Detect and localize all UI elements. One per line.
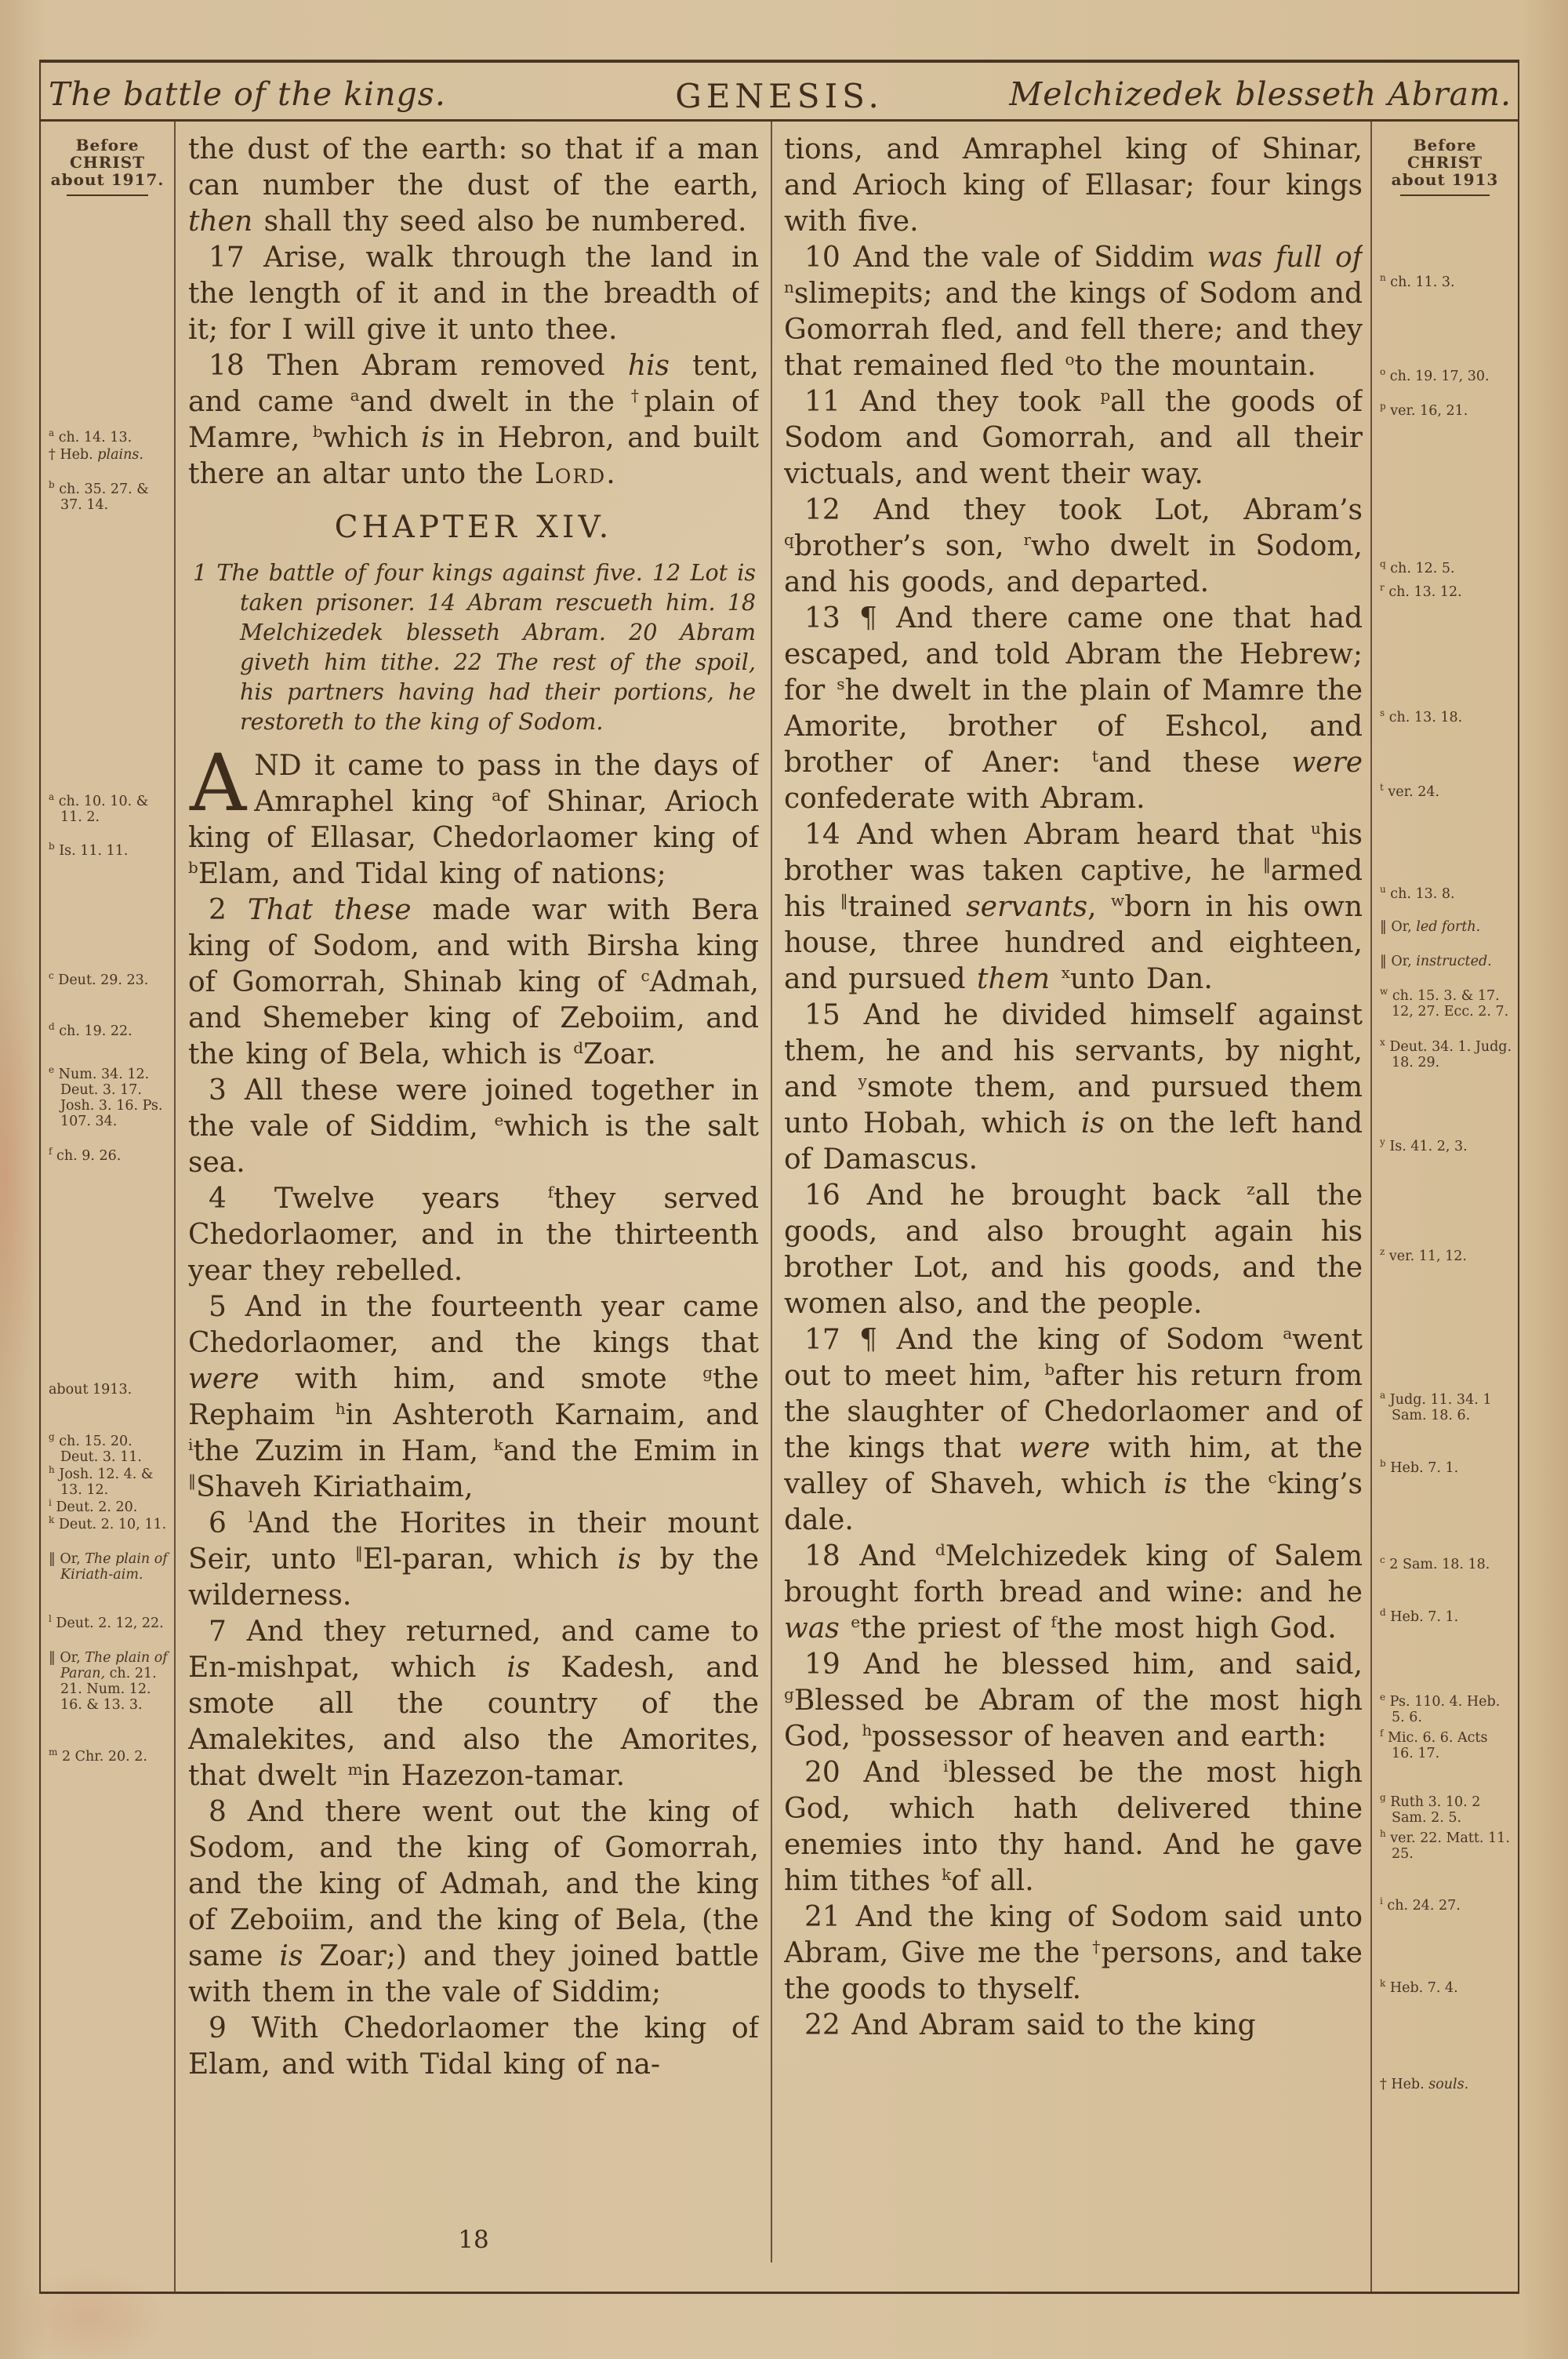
before-christ-date-heading: CHRIST bbox=[69, 153, 146, 172]
verse-paragraph: 3 All these were joined together in the vale of Siddim, $^e$which is the salt sea. bbox=[188, 1074, 759, 1179]
running-head-right: Melchizedek blesseth Abram. bbox=[1009, 75, 1512, 113]
continuation-paragraph: tions, and Amraphel king of Shinar, and Arioch king of Ellasar; four kings with five. bbox=[784, 133, 1363, 238]
margin-note: $^c$ 2 Sam. 18. 18. bbox=[1380, 1554, 1490, 1572]
left-margin-divider-rule bbox=[174, 122, 176, 2292]
before-christ-date-heading: about 1913 bbox=[1391, 170, 1499, 189]
verse-paragraph: 11 And they took $^p$all the goods of Sodom and Gomorrah, and all their victuals, and went their way. bbox=[784, 386, 1363, 490]
margin-note: $^s$ ch. 13. 18. bbox=[1380, 707, 1463, 725]
before-christ-date-heading: Before bbox=[1413, 136, 1477, 154]
right-frame-rule bbox=[1518, 60, 1519, 2294]
bottom-frame-rule bbox=[39, 2292, 1519, 2294]
margin-note: $^g$ ch. 15. 20. Deut. 3. 11. bbox=[49, 1431, 142, 1465]
verse-paragraph: 5 And in the fourteenth year came Chedorlaomer, and the kings that were with him, and smote $^g$the Rephaim $^h$in Ashteroth Karnaim, and $^i$the Zuzim in Ham, $^k$and the Emim in ‖Shaveh Kiriathaim, bbox=[188, 1291, 759, 1503]
margin-note: $^t$ ver. 24. bbox=[1380, 782, 1440, 800]
margin-note: ‖ Or, instructed. bbox=[1380, 954, 1492, 969]
margin-note: $^d$ Heb. 7. 1. bbox=[1380, 1607, 1459, 1625]
top-frame-rule bbox=[39, 60, 1519, 63]
margin-note: $^c$ Deut. 29. 23. bbox=[49, 970, 149, 988]
margin-note: $^a$ Judg. 11. 34. 1 Sam. 18. 6. bbox=[1380, 1390, 1492, 1423]
margin-note: $^b$ ch. 35. 27. & 37. 14. bbox=[49, 479, 149, 513]
margin-note: $^i$ ch. 24. 27. bbox=[1380, 1896, 1461, 1914]
margin-note: $^n$ ch. 11. 3. bbox=[1380, 272, 1455, 290]
margin-note: $^r$ ch. 13. 12. bbox=[1380, 582, 1462, 600]
runhead-underline-rule bbox=[39, 119, 1519, 122]
margin-note: † Heb. souls. bbox=[1380, 2077, 1469, 2092]
chapter-heading: CHAPTER XIV. bbox=[334, 510, 613, 545]
margin-note: $^k$ Heb. 7. 4. bbox=[1380, 1978, 1458, 1996]
margin-note: $^z$ ver. 11, 12. bbox=[1380, 1246, 1467, 1264]
before-christ-date-heading: about 1917. bbox=[50, 170, 165, 189]
margin-note: $^h$ ver. 22. Matt. 11. 25. bbox=[1380, 1828, 1510, 1862]
before-christ-date-heading: CHRIST bbox=[1406, 153, 1483, 172]
margin-note: $^b$ Is. 11. 11. bbox=[49, 841, 129, 859]
verse-paragraph: AND it came to pass in the days of Amraphel king $^a$of Shinar, Arioch king of Ellasar, Chedorlaomer king of $^b$Elam, and Tidal king of nations; bbox=[188, 737, 759, 890]
margin-note: $^a$ ch. 14. 13. bbox=[49, 427, 132, 445]
margin-note: † Heb. plains. bbox=[49, 447, 143, 463]
verse-paragraph: 17 Arise, walk through the land in the length of it and in the breadth of it; for I will give it unto thee. bbox=[188, 242, 759, 346]
right-margin-column bbox=[1375, 125, 1515, 2290]
margin-note: $^i$ Deut. 2. 20. bbox=[49, 1497, 138, 1515]
margin-note: $^o$ ch. 19. 17, 30. bbox=[1380, 366, 1490, 384]
left-text-column bbox=[188, 132, 759, 2241]
verse-paragraph: 17 ¶ And the king of Sodom $^a$went out to meet him, $^b$after his return from the slaughter of Chedorlaomer and of the kings that were with him, at the valley of Shaveh, which is the $^c$king’s dale. bbox=[784, 1324, 1363, 1536]
margin-note: $^p$ ver. 16, 21. bbox=[1380, 401, 1468, 419]
margin-note: $^f$ ch. 9. 26. bbox=[49, 1146, 122, 1164]
center-column-divider-rule bbox=[771, 122, 772, 2263]
verse-paragraph: 9 With Chedorlaomer the king of Elam, and with Tidal king of na- bbox=[188, 2012, 759, 2081]
margin-note: $^f$ Mic. 6. 6. Acts 16. 17. bbox=[1380, 1728, 1488, 1761]
before-christ-date-heading: Before bbox=[75, 136, 140, 154]
verse-paragraph: 18 And $^d$Melchizedek king of Salem brought forth bread and wine: and he was $^e$the priest of $^f$the most high God. bbox=[784, 1540, 1363, 1645]
margin-note: ‖ Or, led forth. bbox=[1380, 919, 1481, 935]
verse-paragraph: 13 ¶ And there came one that had escaped, and told Abram the Hebrew; for $^s$he dwelt in the plain of Mamre the Amorite, brother of Eshcol, and brother of Aner: $^t$and these were confederate with Abram. bbox=[784, 602, 1363, 815]
margin-note: $^w$ ch. 15. 3. & 17. 12, 27. Ecc. 2. 7. bbox=[1380, 986, 1509, 1020]
continuation-paragraph: the dust of the earth: so that if a man can number the dust of the earth, then shall thy seed also be numbered. bbox=[188, 133, 759, 238]
margin-note: $^q$ ch. 12. 5. bbox=[1380, 558, 1455, 576]
right-text-column bbox=[784, 132, 1363, 2241]
verse-paragraph: 18 Then Abram removed his tent, and came $^a$and dwelt in the †plain of Mamre, $^b$which is in Hebron, and built there an altar unto the Lord. bbox=[188, 350, 759, 490]
page-number: 18 bbox=[458, 2226, 489, 2254]
verse-paragraph: 12 And they took Lot, Abram’s $^q$brother’s son, $^r$who dwelt in Sodom, and his goods, and departed. bbox=[784, 494, 1363, 598]
running-head bbox=[39, 75, 1519, 119]
margin-note: $^a$ ch. 10. 10. & 11. 2. bbox=[49, 791, 149, 825]
verse-paragraph: 10 And the vale of Siddim was full of $^n$slimepits; and the kings of Sodom and Gomorrah fled, and fell there; and they that remained fled $^o$to the mountain. bbox=[784, 242, 1363, 382]
verse-paragraph: 14 And when Abram heard that $^u$his brother was taken captive, he ‖armed his ‖trained servants, $^w$born in his own house, three hundred and eighteen, and pursued them $^x$unto Dan. bbox=[784, 819, 1363, 995]
margin-note: $^d$ ch. 19. 22. bbox=[49, 1021, 132, 1039]
margin-note: $^e$ Ps. 110. 4. Heb. 5. 6. bbox=[1380, 1692, 1501, 1725]
verse-paragraph: 2 That these made war with Bera king of Sodom, and with Birsha king of Gomorrah, Shinab king of $^c$Admah, and Shemeber king of Zeboiim, and the king of Bela, which is $^d$Zoar. bbox=[188, 894, 759, 1070]
margin-note: about 1913. bbox=[49, 1382, 132, 1398]
verse-paragraph: 19 And he blessed him, and said, $^g$Blessed be Abram of the most high God, $^h$possessor of heaven and earth: bbox=[784, 1648, 1363, 1753]
verse-paragraph: 4 Twelve years $^f$they served Chedorlaomer, and in the thirteenth year they rebelled. bbox=[188, 1183, 759, 1287]
drop-cap: A bbox=[190, 737, 247, 829]
margin-note: $^b$ Heb. 7. 1. bbox=[1380, 1458, 1459, 1476]
running-head-center: GENESIS. bbox=[675, 77, 884, 115]
verse-paragraph: 16 And he brought back $^z$all the goods, and also brought again his brother Lot, and his goods, and the women also, and the people. bbox=[784, 1180, 1363, 1320]
margin-note: $^x$ Deut. 34. 1. Judg. 18. 29. bbox=[1380, 1037, 1512, 1070]
verse-paragraph: 8 And there went out the king of Sodom, and the king of Gomorrah, and the king of Admah, and the king of Zeboiim, and the king of Bela, (the same is Zoar;) and they joined battle with them in the vale of Siddim; bbox=[188, 1796, 759, 2008]
right-margin-divider-rule bbox=[1370, 122, 1372, 2292]
running-head-left: The battle of the kings. bbox=[49, 75, 446, 113]
verse-paragraph: 15 And he divided himself against them, he and his servants, by night, and $^y$smote them, and pursued them unto Hobah, which is on the left hand of Damascus. bbox=[784, 999, 1363, 1176]
verse-paragraph: 7 And they returned, and came to En-mishpat, which is Kadesh, and smote all the country of the Amalekites, and also the Amorites, that dwelt $^m$in Hazezon-tamar. bbox=[188, 1616, 759, 1792]
verse-paragraph: 6 $^l$And the Horites in their mount Seir, unto ‖El-paran, which is by the wilderness. bbox=[188, 1507, 759, 1612]
margin-note: ‖ Or, The plain of Kiriath-aim. bbox=[49, 1551, 168, 1583]
margin-note: $^l$ Deut. 2. 12, 22. bbox=[49, 1613, 164, 1631]
verse-paragraph: 22 And Abram said to the king bbox=[804, 2009, 1256, 2041]
left-margin-column bbox=[44, 125, 171, 2290]
margin-heading-rule bbox=[1400, 194, 1490, 196]
margin-note: $^m$ 2 Chr. 20. 2. bbox=[49, 1747, 147, 1765]
verse-paragraph: 20 And $^i$blessed be the most high God, which hath delivered thine enemies into thy hand. And he gave him tithes $^k$of all. bbox=[784, 1757, 1363, 1897]
margin-note: $^g$ Ruth 3. 10. 2 Sam. 2. 5. bbox=[1380, 1792, 1481, 1826]
margin-note: ‖ Or, The plain of Paran, ch. 21. 21. Num. 12. 16. & 13. 3. bbox=[49, 1650, 168, 1713]
verse-paragraph: 21 And the king of Sodom said unto Abram, Give me the †persons, and take the goods to thyself. bbox=[784, 1901, 1363, 2005]
margin-heading-rule bbox=[67, 194, 148, 196]
margin-note: $^k$ Deut. 2. 10, 11. bbox=[49, 1514, 167, 1532]
margin-note: $^h$ Josh. 12. 4. & 13. 12. bbox=[49, 1464, 154, 1498]
chapter-argument: 1 The battle of four kings against five. 12 Lot is taken prisoner. 14 Abram rescueth him. 18 Melchizedek blesseth Abram. 20 Abram giveth him tithe. 22 The rest of the spoil, his partners having had their portions, he restoreth to the king of Sodom. bbox=[193, 560, 757, 735]
margin-note: $^y$ Is. 41. 2, 3. bbox=[1380, 1136, 1468, 1154]
margin-note: $^e$ Num. 34. 12. Deut. 3. 17. Josh. 3. 16. Ps. 107. 34. bbox=[49, 1064, 163, 1129]
margin-note: $^u$ ch. 13. 8. bbox=[1380, 884, 1455, 902]
left-frame-rule bbox=[39, 60, 41, 2294]
